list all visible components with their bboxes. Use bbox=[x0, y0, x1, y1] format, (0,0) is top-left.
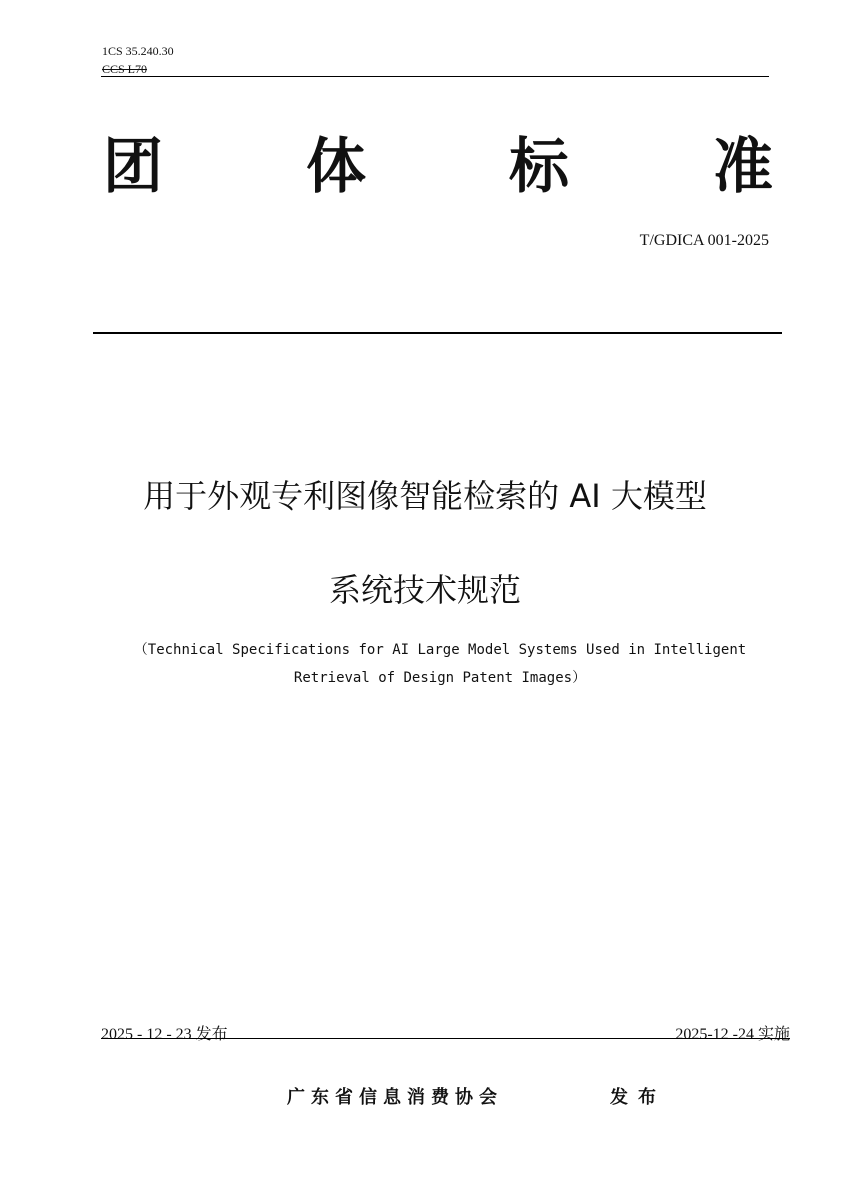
english-title-line-2: Retrieval of Design Patent Images） bbox=[293, 670, 587, 686]
middle-rule bbox=[93, 332, 782, 334]
issuer-name: 广东省信息消费协会 bbox=[287, 1087, 503, 1108]
top-rule bbox=[101, 76, 769, 77]
english-title-line-1: （Technical Specifications for AI Large Model Systems Used in Intelligent bbox=[133, 642, 747, 658]
standard-number: T/GDICA 001-2025 bbox=[639, 232, 769, 249]
publish-date: 2025 - 12 - 23 发布 bbox=[101, 1026, 228, 1043]
date-rule bbox=[101, 1038, 790, 1039]
effective-date: 2025-12 -24 实施 bbox=[675, 1026, 790, 1043]
category-char-3: 标 bbox=[509, 132, 569, 202]
category-char-4: 准 bbox=[713, 132, 773, 202]
category-char-1: 团 bbox=[103, 132, 163, 202]
document-title-line-2: 系统技术规范 bbox=[328, 571, 521, 609]
issuer-action: 发布 bbox=[610, 1087, 666, 1108]
category-char-2: 体 bbox=[306, 132, 366, 202]
ics-code: 1CS 35.240.30 bbox=[102, 44, 174, 58]
document-title-line-1: 用于外观专利图像智能检索的 AI 大模型 bbox=[143, 477, 707, 515]
ccs-code: CCS L70 bbox=[102, 62, 148, 76]
